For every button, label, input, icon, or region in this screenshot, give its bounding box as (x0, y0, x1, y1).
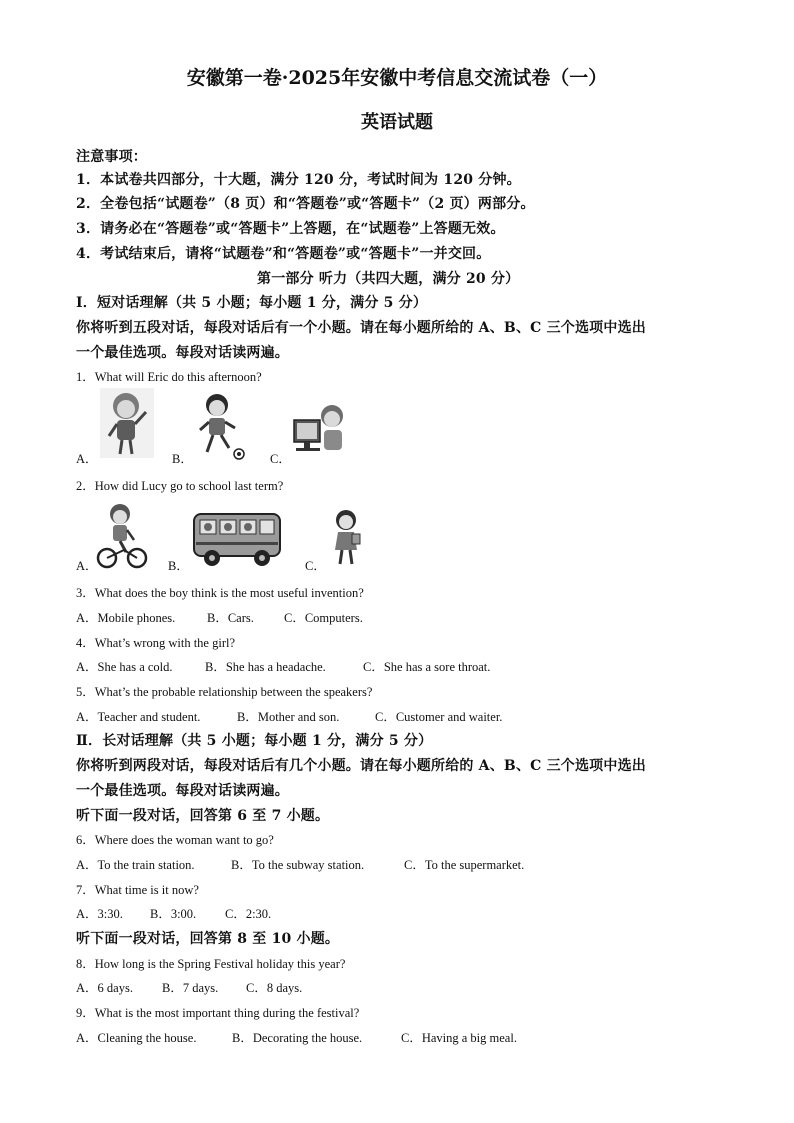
option-label: A． (76, 559, 98, 573)
boy-waving-icon (100, 388, 154, 458)
question-stem: 2．How did Lucy go to school last term? (76, 479, 284, 493)
option-label: C．2:30. (225, 907, 272, 921)
option-label: C． (270, 452, 291, 466)
section2-instruction: 一个最佳选项。每段对话读两遍。 (76, 783, 289, 799)
option-label: B．7 days. (162, 981, 219, 995)
option-label: C．8 days. (246, 981, 303, 995)
question-stem: 8．How long is the Spring Festival holiday this year? (76, 957, 346, 971)
option-label: A． (76, 452, 98, 466)
dialogue-group-heading: 听下面一段对话，回答第 8 至 10 小题。 (76, 931, 340, 947)
option-label: B． (168, 559, 189, 573)
option-label: C．Computers. (284, 611, 363, 625)
note-item: 4．考试结束后，请将“试题卷”和“答题卷”或“答题卡”一并交回。 (76, 246, 491, 262)
section1-heading: Ⅰ．短对话理解（共 5 小题；每小题 1 分，满分 5 分） (76, 295, 428, 311)
note-item: 3．请务必在“答题卷”或“答题卡”上答题，在“试题卷”上答题无效。 (76, 221, 505, 237)
question-stem: 1．What will Eric do this afternoon? (76, 370, 262, 384)
option-label: A．Mobile phones. (76, 611, 176, 625)
question-stem: 6．Where does the woman want to go? (76, 833, 274, 847)
option-label: B．Mother and son. (237, 710, 340, 724)
notes-heading: 注意事项： (76, 149, 147, 165)
option-label: A．Teacher and student. (76, 710, 201, 724)
boy-playing-football-icon (195, 392, 247, 460)
option-label: A．3:30. (76, 907, 123, 921)
note-item: 1．本试卷共四部分，十大题，满分 120 分，考试时间为 120 分钟。 (76, 172, 521, 188)
question-stem: 5．What’s the probable relationship between the speakers? (76, 685, 373, 699)
section2-instruction: 你将听到两段对话，每段对话后有几个小题。请在每小题所给的 A、B、C 三个选项中选出 (76, 758, 646, 774)
dialogue-group-heading: 听下面一段对话，回答第 6 至 7 小题。 (76, 808, 330, 824)
school-bus-icon (192, 508, 284, 568)
girl-walking-icon (330, 508, 364, 568)
option-label: A．She has a cold. (76, 660, 173, 674)
question-stem: 9．What is the most important thing during the festival? (76, 1006, 360, 1020)
note-item: 2．全卷包括“试题卷”（8 页）和“答题卷”或“答题卡”（2 页）两部分。 (76, 196, 535, 212)
section1-instruction: 一个最佳选项。每段对话读两遍。 (76, 345, 289, 361)
option-label: B．Cars. (207, 611, 254, 625)
option-label: B． (172, 452, 193, 466)
option-label: B．She has a headache. (205, 660, 326, 674)
page-subtitle: 英语试题 (361, 112, 433, 133)
question-stem: 7．What time is it now? (76, 883, 199, 897)
question-stem: 3．What does the boy think is the most useful invention? (76, 586, 364, 600)
option-label: A．6 days. (76, 981, 133, 995)
option-label: C．To the supermarket. (404, 858, 525, 872)
page-title: 安徽第一卷·2025年安徽中考信息交流试卷（一） (186, 67, 608, 89)
girl-riding-bike-icon (96, 502, 148, 570)
option-label: A．Cleaning the house. (76, 1031, 197, 1045)
boy-using-computer-icon (292, 400, 348, 458)
section1-instruction: 你将听到五段对话，每段对话后有一个小题。请在每小题所给的 A、B、C 三个选项中选出 (76, 320, 646, 336)
option-label: C．She has a sore throat. (363, 660, 491, 674)
option-label: B．To the subway station. (231, 858, 365, 872)
option-label: C．Customer and waiter. (375, 710, 503, 724)
option-label: A．To the train station. (76, 858, 195, 872)
option-label: B．3:00. (150, 907, 197, 921)
question-stem: 4．What’s wrong with the girl? (76, 636, 235, 650)
option-label: C． (305, 559, 326, 573)
option-label: C．Having a big meal. (401, 1031, 517, 1045)
part1-heading: 第一部分 听力（共四大题，满分 20 分） (257, 271, 520, 287)
section2-heading: Ⅱ．长对话理解（共 5 小题；每小题 1 分，满分 5 分） (76, 733, 433, 749)
option-label: B．Decorating the house. (232, 1031, 363, 1045)
